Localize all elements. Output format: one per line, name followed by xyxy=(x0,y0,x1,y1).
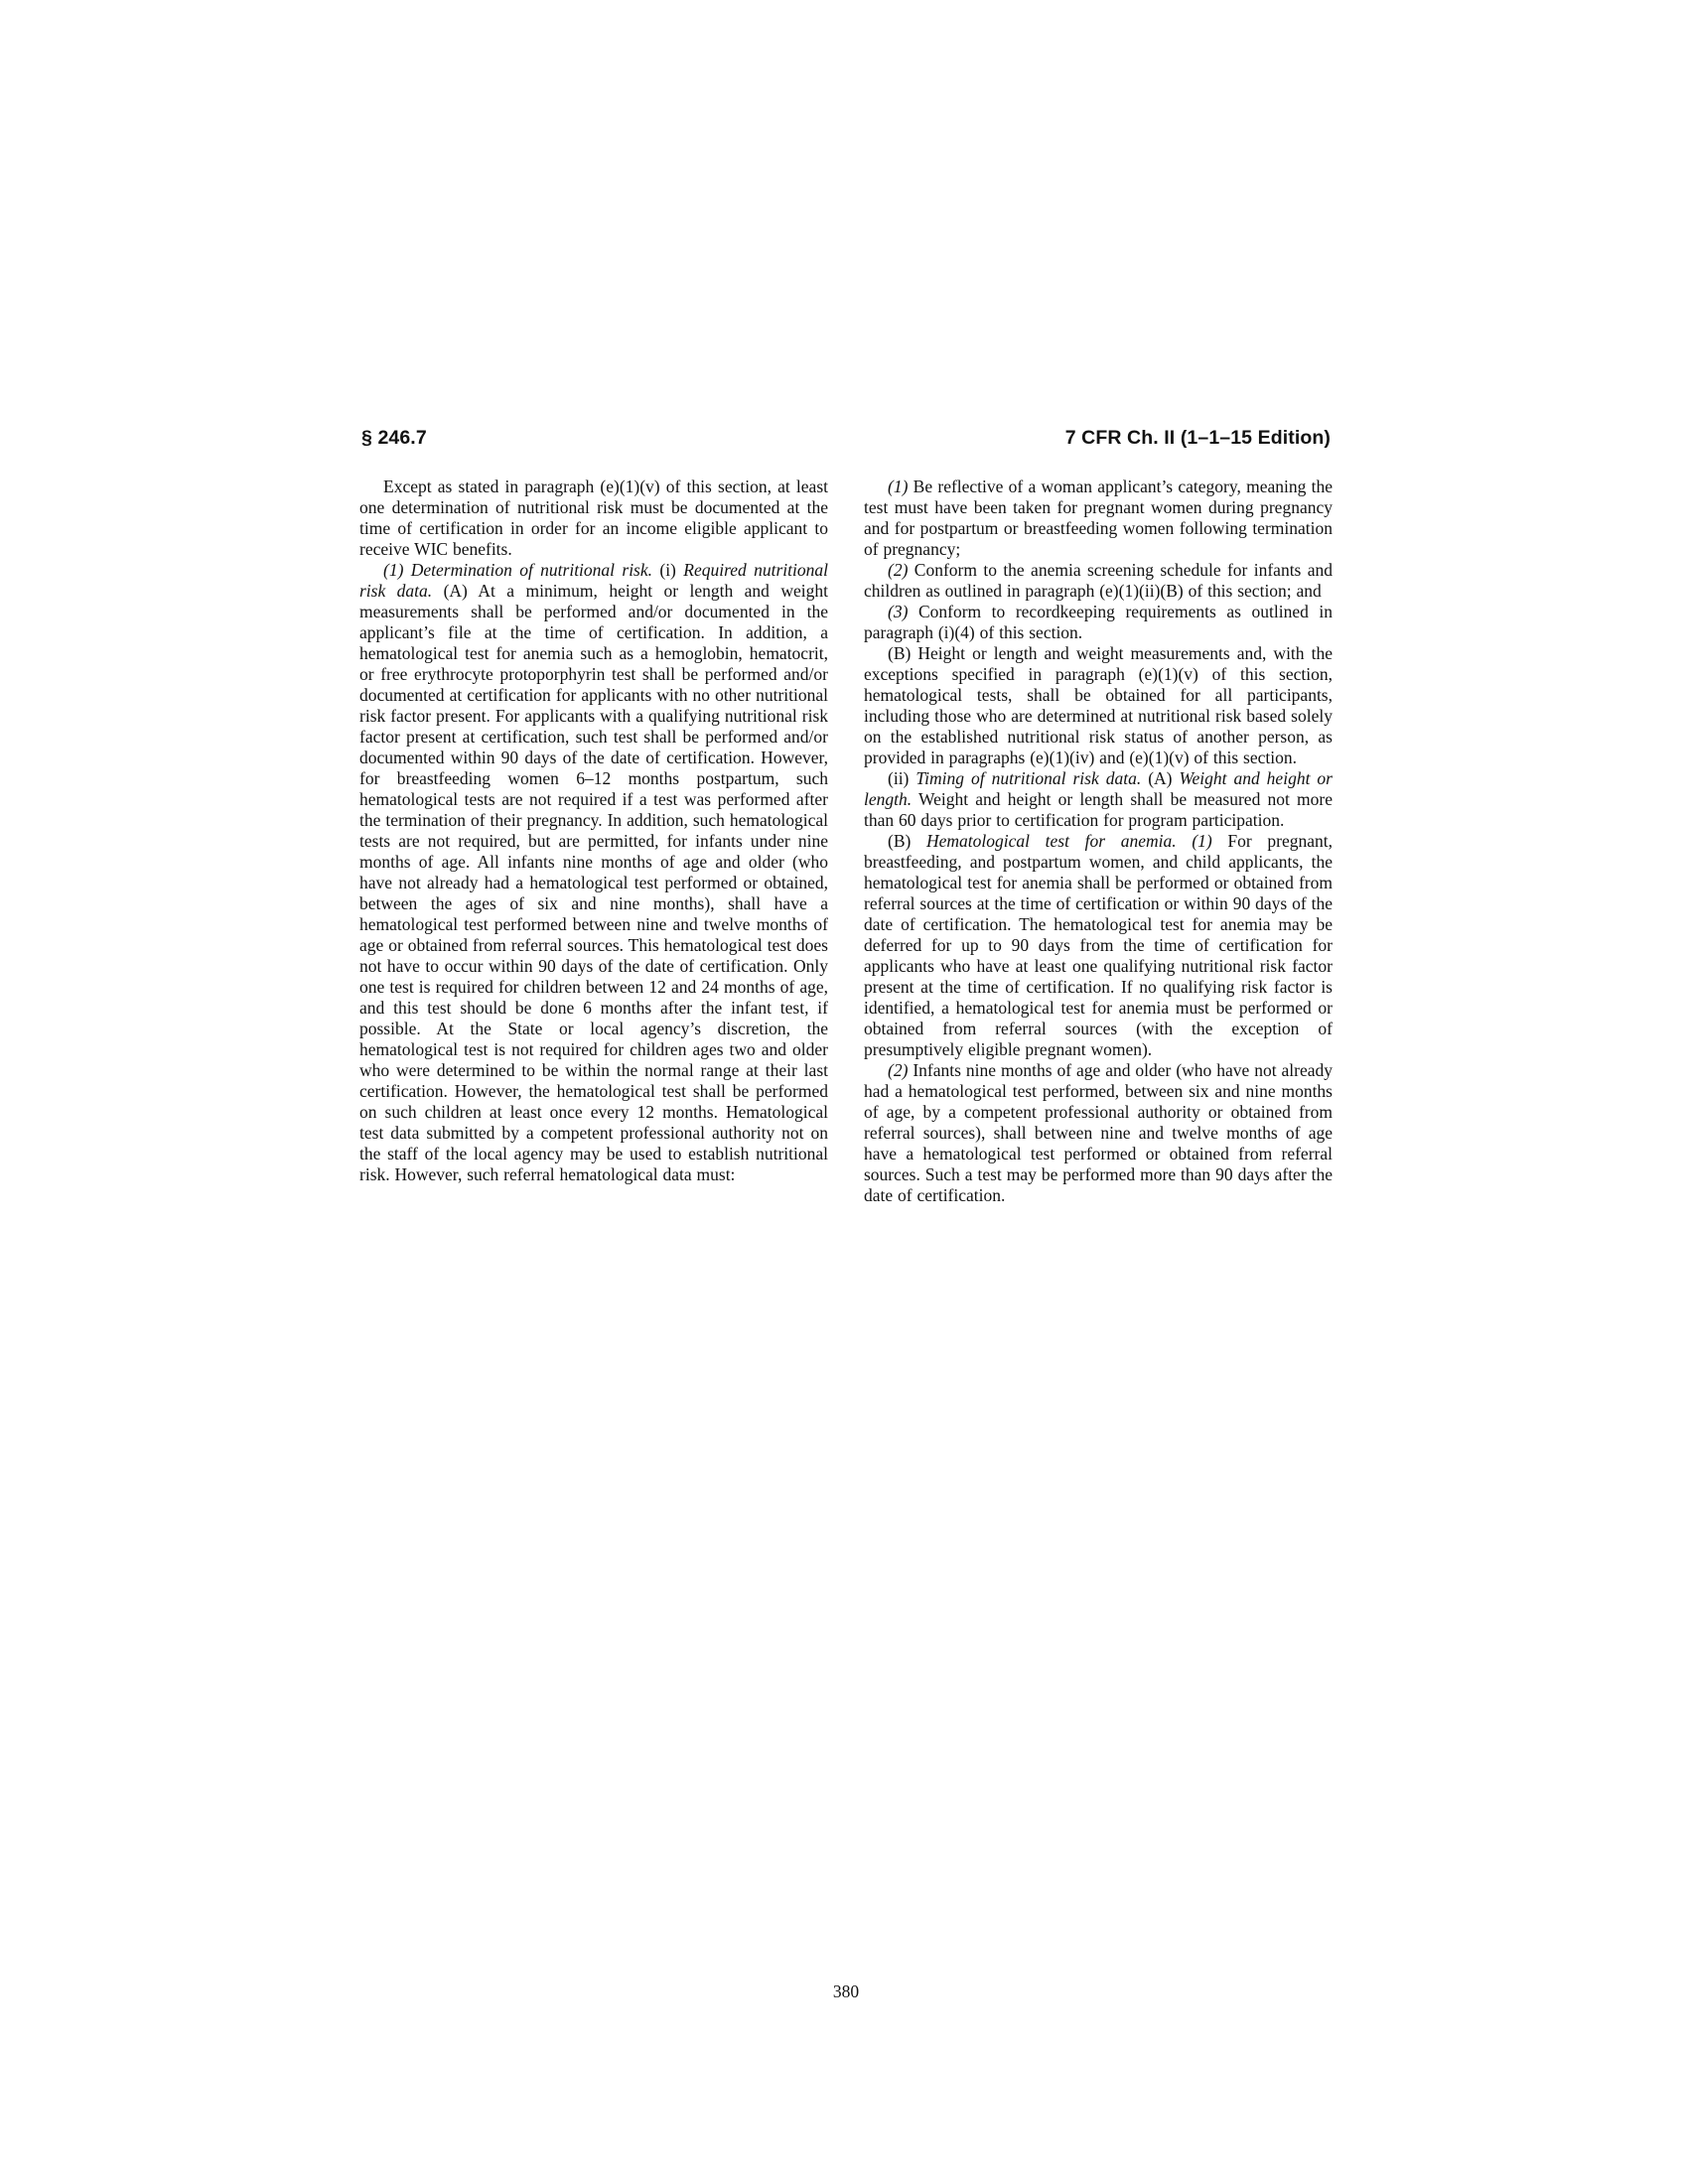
paragraph xyxy=(864,477,1333,560)
text-run: (B) Height or length and weight measurements and, with the exceptions specified in paragraph (e)(1)(v) of this section, hematological tests, shall be obtained for all participants, including those who are determined at nutritional risk based solely on the established nutritional risk status of another person, as provided in paragraphs (e)(1)(iv) and (e)(1)(v) of this section. xyxy=(864,643,1333,767)
right-column xyxy=(864,477,1333,1206)
text-run: Conform to recordkeeping requirements as outlined in paragraph (i)(4) of this section. xyxy=(864,602,1333,642)
paragraph xyxy=(864,768,1333,831)
paragraph xyxy=(864,602,1333,643)
italic-text-run: (2) xyxy=(888,1060,914,1080)
text-run: (i) xyxy=(652,560,684,580)
page-number: 380 xyxy=(832,1981,860,2001)
italic-text-run: (2) xyxy=(888,560,914,580)
italic-text-run: Timing of nutritional risk data. xyxy=(915,768,1142,788)
italic-text-run: (1) xyxy=(383,560,411,580)
text-run: For pregnant, breastfeeding, and postpartum women, and child applicants, the hematological test for anemia shall be performed or obtained from referral sources at the time of certification or within 90 days of the date of certification. The hematological test for anemia may be deferred for up to 90 days from the time of certification for applicants who have at least one qualifying nutritional risk factor present at the time of certification. If no qualifying risk factor is identified, a hematological test for anemia must be performed or obtained from referral sources (with the exception of presumptively eligible pregnant women). xyxy=(864,831,1333,1059)
paragraph xyxy=(359,477,828,560)
left-column xyxy=(359,477,828,1206)
page-content xyxy=(359,427,1333,1206)
text-run: (B) xyxy=(888,831,926,851)
page-header xyxy=(359,427,1333,450)
italic-text-run: (3) xyxy=(888,602,918,621)
text-run: (A) xyxy=(1141,768,1180,788)
italic-text-run: Hematological test for anemia. xyxy=(926,831,1177,851)
italic-text-run: (1) xyxy=(1176,831,1228,851)
text-run: Be reflective of a woman applicant’s category, meaning the test must have been taken for pregnant women during pregnancy and for postpartum or breastfeeding women following termination of pregnancy; xyxy=(864,477,1334,559)
text-run: Except as stated in paragraph (e)(1)(v) of this section, at least one determination of nutritional risk must be documented at the time of certification in order for an income eligible applicant to receive WIC benefits. xyxy=(359,477,828,559)
italic-text-run: Determination of nutritional risk. xyxy=(410,560,653,580)
text-run: (ii) xyxy=(888,768,916,788)
paragraph xyxy=(864,643,1333,768)
text-run: Weight and height or length shall be measured not more than 60 days prior to certification for program participation. xyxy=(864,789,1333,830)
edition-title: 7 CFR Ch. II (1–1–15 Edition) xyxy=(1064,427,1331,449)
italic-text-run: (1) xyxy=(888,477,914,496)
text-run: Infants nine months of age and older (who have not already had a hematological test performed, between six and nine months of age, by a competent professional authority or obtained from referral sources), shall between nine and twelve months of age have a hematological test performed or obtained from referral sources. Such a test may be performed more than 90 days after the date of certification. xyxy=(864,1060,1334,1205)
text-run: (A) At a minimum, height or length and weight measurements shall be performed and/or documented in the applicant’s file at the time of certification. In addition, a hematological test for anemia such as a hemoglobin, hematocrit, or free erythrocyte protoporphyrin test shall be performed and/or documented at certification for applicants with no other nutritional risk factor present. For applicants with a qualifying nutritional risk factor present at certification, such test shall be performed and/or documented within 90 days of the date of certification. However, for breastfeeding women 6–12 months postpartum, such hematological tests are not required if a test was performed after the termination of their pregnancy. In addition, such hematological tests are not required, but are permitted, for infants under nine months of age. All infants nine months of age and older (who have not already had a hematological test performed or obtained, between the ages of six and nine months), shall have a hematological test performed between nine and twelve months of age or obtained from referral sources. This hematological test does not have to occur within 90 days of the date of certification. Only one test is required for children between 12 and 24 months of age, and this test should be done 6 months after the infant test, if possible. At the State or local agency’s discretion, the hematological test is not required for children ages two and older who were determined to be within the normal range at their last certification. However, the hematological test shall be performed on such children at least once every 12 months. Hematological test data submitted by a competent professional authority not on the staff of the local agency may be used to establish nutritional risk. However, such referral hematological data must: xyxy=(359,581,828,1184)
text-run: Conform to the anemia screening schedule for infants and children as outlined in paragraph (e)(1)(ii)(B) of this section; and xyxy=(864,560,1333,601)
paragraph xyxy=(864,1060,1333,1206)
page-footer xyxy=(359,1981,1333,2002)
section-number: § 246.7 xyxy=(361,427,427,449)
paragraph xyxy=(864,831,1333,1060)
italic-text-run: Weight and height or length. xyxy=(864,768,1333,809)
paragraph xyxy=(864,560,1333,602)
italic-text-run: Required nutritional risk data. xyxy=(359,560,828,601)
paragraph xyxy=(359,560,828,1185)
text-columns xyxy=(359,477,1333,1206)
